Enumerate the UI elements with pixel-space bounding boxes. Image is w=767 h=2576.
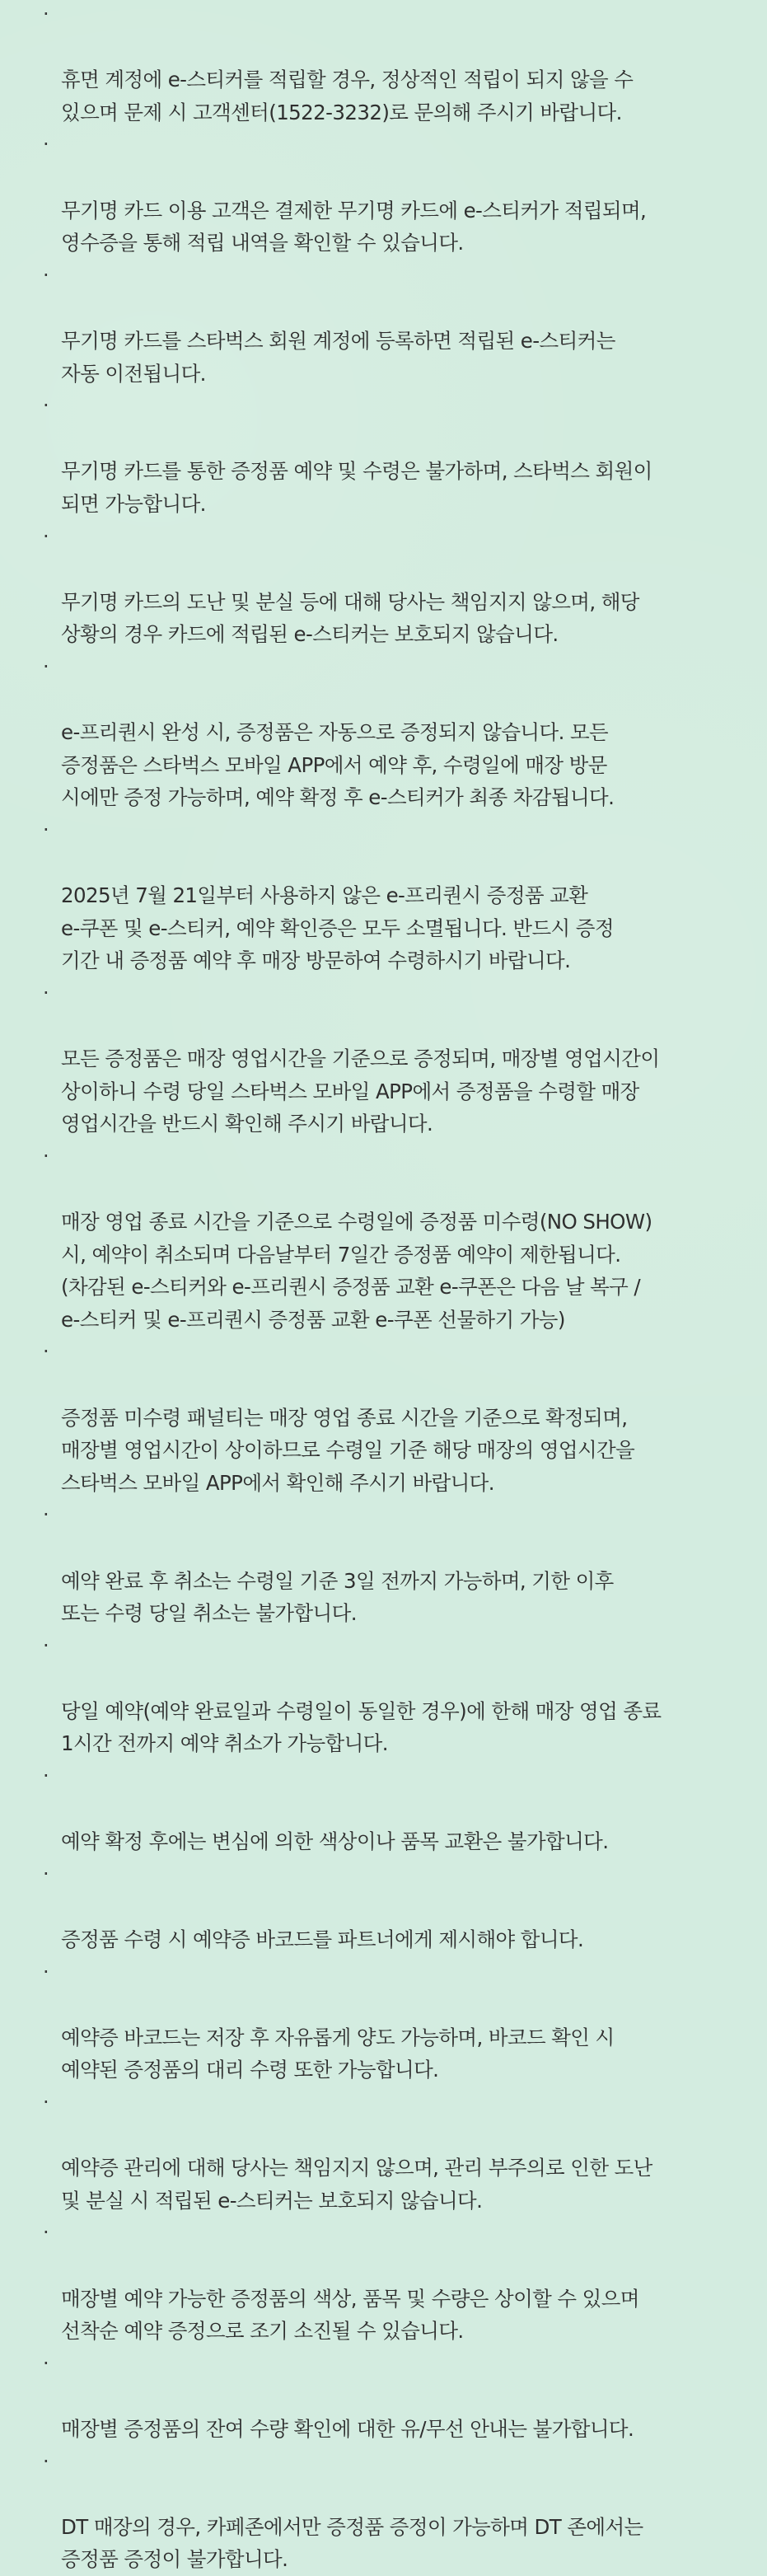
notice-item	[0, 2446, 767, 2576]
bullet: ·	[43, 1633, 49, 1657]
notice-text: 무기명 카드를 통한 증정품 예약 및 수령은 불가하며, 스타벅스 회원이 되면 가능합니다.	[61, 459, 652, 516]
notice-item	[0, 390, 767, 520]
notice-text: 모든 증정품은 매장 영업시간을 기준으로 증정되며, 매장별 영업시간이 상이하니 수령 당일 스타벅스 모바일 APP에서 증정품을 수령할 매장 영업시간을 반드시 확인해 주시기 바랍니다.	[61, 1047, 660, 1136]
bullet: ·	[43, 2351, 49, 2375]
notice-item	[0, 977, 767, 1140]
bullet: ·	[43, 1340, 49, 1364]
bullet: ·	[43, 394, 49, 418]
bullet: ·	[43, 2091, 49, 2114]
notice-item	[0, 0, 767, 129]
notice-text: 증정품 미수령 패널티는 매장 영업 종료 시간을 기준으로 확정되며, 매장별 영업시간이 상이하므로 수령일 기준 해당 매장의 영업시간을 스타벅스 모바일 APP에서 확인해 주시기 바랍니다.	[61, 1405, 635, 1495]
notice-item	[0, 1140, 767, 1337]
notice-text: 예약 확정 후에는 변심에 의한 색상이나 품목 교환은 불가합니다.	[61, 1829, 609, 1854]
notice-item	[0, 651, 767, 814]
bullet: ·	[43, 1862, 49, 1885]
notice-item	[0, 2087, 767, 2217]
notice-text: 무기명 카드의 도난 및 분실 등에 대해 당사는 책임지지 않으며, 해당 상황의 경우 카드에 적립된 e-스티커는 보호되지 않습니다.	[61, 589, 639, 647]
notice-item	[0, 2217, 767, 2347]
notice-text: 2025년 7월 21일부터 사용하지 않은 e-프리퀀시 증정품 교환 e-쿠폰 및 e-스티커, 예약 확인증은 모두 소멸됩니다. 반드시 증정 기간 내 증정품 예약 후 매장 방문하여 수령하시기 바랍니다.	[61, 883, 614, 973]
notice-text: 무기명 카드 이용 고객은 결제한 무기명 카드에 e-스티커가 적립되며, 영수증을 통해 적립 내역을 확인할 수 있습니다.	[61, 198, 647, 255]
notice-item	[0, 1336, 767, 1499]
notice-item	[0, 2348, 767, 2446]
bullet: ·	[43, 654, 49, 678]
bullet: ·	[43, 263, 49, 287]
bullet: ·	[43, 981, 49, 1005]
notice-item	[0, 1760, 767, 1858]
notice-item	[0, 1858, 767, 1956]
notice-text: 매장별 증정품의 잔여 수량 확인에 대한 유/무선 안내는 불가합니다.	[61, 2416, 634, 2441]
notice-text: 증정품 수령 시 예약증 바코드를 파트너에게 제시해야 합니다.	[61, 1927, 584, 1952]
bullet: ·	[43, 524, 49, 548]
bullet: ·	[43, 1764, 49, 1788]
notice-text: e-프리퀀시 완성 시, 증정품은 자동으로 증정되지 않습니다. 모든 증정품은 스타벅스 모바일 APP에서 예약 후, 수령일에 매장 방문 시에만 증정 가능하며, 예약 확정 후 e-스티커가 최종 차감됩니다.	[61, 720, 615, 810]
bullet: ·	[43, 133, 49, 157]
notice-item	[0, 1630, 767, 1760]
notice-item	[0, 1499, 767, 1629]
notice-item	[0, 1956, 767, 2087]
notice-text: 예약증 관리에 대해 당사는 책임지지 않으며, 관리 부주의로 인한 도난 및 분실 시 적립된 e-스티커는 보호되지 않습니다.	[61, 2156, 652, 2213]
bullet: ·	[43, 1144, 49, 1168]
notice-text: 휴면 계정에 e-스티커를 적립할 경우, 정상적인 적립이 되지 않을 수 있으며 문제 시 고객센터(1522-3232)로 문의해 주시기 바랍니다.	[61, 68, 634, 124]
notice-item	[0, 521, 767, 651]
notice-text: 매장 영업 종료 시간을 기준으로 수령일에 증정품 미수령(NO SHOW) 시, 예약이 취소되며 다음날부터 7일간 증정품 예약이 제한됩니다. (차감된 e-스티커와 e-프리퀀시 증정품 교환 e-쿠폰은 다음 날 복구 / e-스티커 및 e-프리퀀시 증정품 교환 e-쿠폰 선물하기 가능)	[61, 1209, 652, 1332]
bullet: ·	[43, 2, 49, 26]
bullet: ·	[43, 817, 49, 841]
notice-text: 예약 완료 후 취소는 수령일 기준 3일 전까지 가능하며, 기한 이후 또는 수령 당일 취소는 불가합니다.	[61, 1568, 614, 1626]
notice-text: 당일 예약(예약 완료일과 수령일이 동일한 경우)에 한해 매장 영업 종료 1시간 전까지 예약 취소가 가능합니다.	[61, 1698, 662, 1756]
notice-item	[0, 129, 767, 259]
notice-text: 매장별 예약 가능한 증정품의 색상, 품목 및 수량은 상이할 수 있으며 선착순 예약 증정으로 조기 소진될 수 있습니다.	[61, 2286, 639, 2344]
bullet: ·	[43, 2221, 49, 2245]
notice-item	[0, 260, 767, 390]
notice-text: 무기명 카드를 스타벅스 회원 계정에 등록하면 적립된 e-스티커는 자동 이전됩니다.	[61, 328, 615, 386]
bullet: ·	[43, 1503, 49, 1527]
bullet: ·	[43, 1960, 49, 1984]
notice-text: 예약증 바코드는 저장 후 자유롭게 양도 가능하며, 바코드 확인 시 예약된 증정품의 대리 수령 또한 가능합니다.	[61, 2025, 615, 2082]
bullet: ·	[43, 2449, 49, 2473]
notice-item	[0, 814, 767, 977]
notice-text: DT 매장의 경우, 카페존에서만 증정품 증정이 가능하며 DT 존에서는 증정품 증정이 불가합니다.	[61, 2514, 643, 2572]
